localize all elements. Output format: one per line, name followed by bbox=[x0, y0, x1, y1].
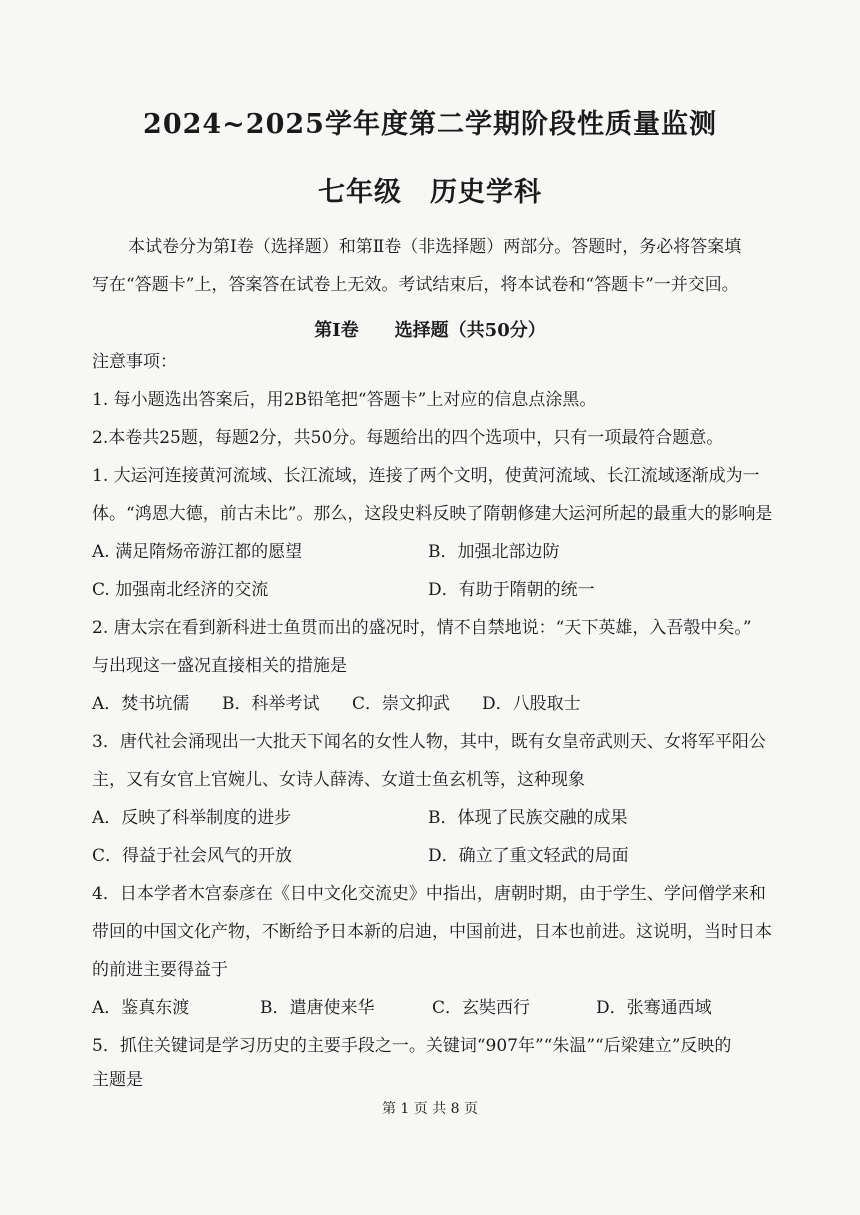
question-stem: 主题是 bbox=[92, 1070, 143, 1090]
question-option: D．有助于隋朝的统一 bbox=[428, 580, 595, 600]
question-stem: 体。“鸿恩大德，前古未比”。那么，这段史料反映了隋朝修建大运河所起的最重大的影响是 bbox=[92, 504, 773, 524]
page-subtitle: 七年级 历史学科 bbox=[318, 177, 542, 208]
intro-line: 本试卷分为第Ⅰ卷（选择题）和第Ⅱ卷（非选择题）两部分。答题时，务必将答案填 bbox=[128, 237, 742, 257]
intro-line: 写在“答题卡”上，答案答在试卷上无效。考试结束后，将本试卷和“答题卡”一并交回。 bbox=[92, 275, 739, 295]
question-option: C．得益于社会风气的开放 bbox=[92, 846, 293, 866]
question-stem: 4．日本学者木宫泰彦在《日中文化交流史》中指出，唐朝时期，由于学生、学问僧学来和 bbox=[92, 884, 766, 904]
note-item: 2.本卷共25题，每题2分，共50分。每题给出的四个选项中，只有一项最符合题意。 bbox=[92, 428, 724, 448]
note-item: 1. 每小题选出答案后，用2B铅笔把“答题卡”上对应的信息点涂黑。 bbox=[92, 390, 597, 410]
question-stem: 的前进主要得益于 bbox=[92, 960, 228, 980]
question-option: B．加强北部边防 bbox=[428, 542, 560, 562]
question-stem: 带回的中国文化产物，不断给予日本新的启迪，中国前进，日本也前进。这说明，当时日本 bbox=[92, 922, 772, 942]
question-stem: 与出现这一盛况直接相关的措施是 bbox=[92, 656, 347, 676]
page-title: 2024~2025学年度第二学期阶段性质量监测 bbox=[143, 109, 717, 140]
question-option: C．玄奘西行 bbox=[432, 998, 531, 1018]
question-stem: 1. 大运河连接黄河流域、长江流域，连接了两个文明，使黄河流域、长江流域逐渐成为一 bbox=[92, 466, 760, 486]
question-option: A．焚书坑儒 bbox=[92, 694, 190, 714]
notes-label: 注意事项： bbox=[92, 352, 177, 372]
question-option: D．确立了重文轻武的局面 bbox=[428, 846, 629, 866]
section-heading: 第Ⅰ卷 选择题（共50分） bbox=[314, 320, 546, 341]
question-option: C．崇文抑武 bbox=[352, 694, 451, 714]
question-stem: 2. 唐太宗在看到新科进士鱼贯而出的盛况时，情不自禁地说：“天下英雄，入吾彀中矣。” bbox=[92, 618, 752, 638]
question-option: D．八股取士 bbox=[482, 694, 581, 714]
question-option: B．科举考试 bbox=[222, 694, 320, 714]
question-option: B．遣唐使来华 bbox=[260, 998, 375, 1018]
question-stem: 5．抓住关键词是学习历史的主要手段之一。关键词“907年”“朱温”“后梁建立”反映的 bbox=[92, 1036, 732, 1056]
question-option: A．鉴真东渡 bbox=[92, 998, 190, 1018]
question-option: C. 加强南北经济的交流 bbox=[92, 580, 269, 600]
question-option: A. 满足隋炀帝游江都的愿望 bbox=[92, 542, 303, 562]
question-option: D．张骞通西域 bbox=[596, 998, 712, 1018]
question-stem: 3．唐代社会涌现出一大批天下闻名的女性人物，其中，既有女皇帝武则天、女将军平阳公 bbox=[92, 732, 766, 752]
question-stem: 主，又有女官上官婉儿、女诗人薛涛、女道士鱼玄机等，这种现象 bbox=[92, 770, 585, 790]
question-option: B．体现了民族交融的成果 bbox=[428, 808, 628, 828]
page-number: 第 1 页 共 8 页 bbox=[381, 1101, 479, 1117]
question-option: A．反映了科举制度的进步 bbox=[92, 808, 292, 828]
